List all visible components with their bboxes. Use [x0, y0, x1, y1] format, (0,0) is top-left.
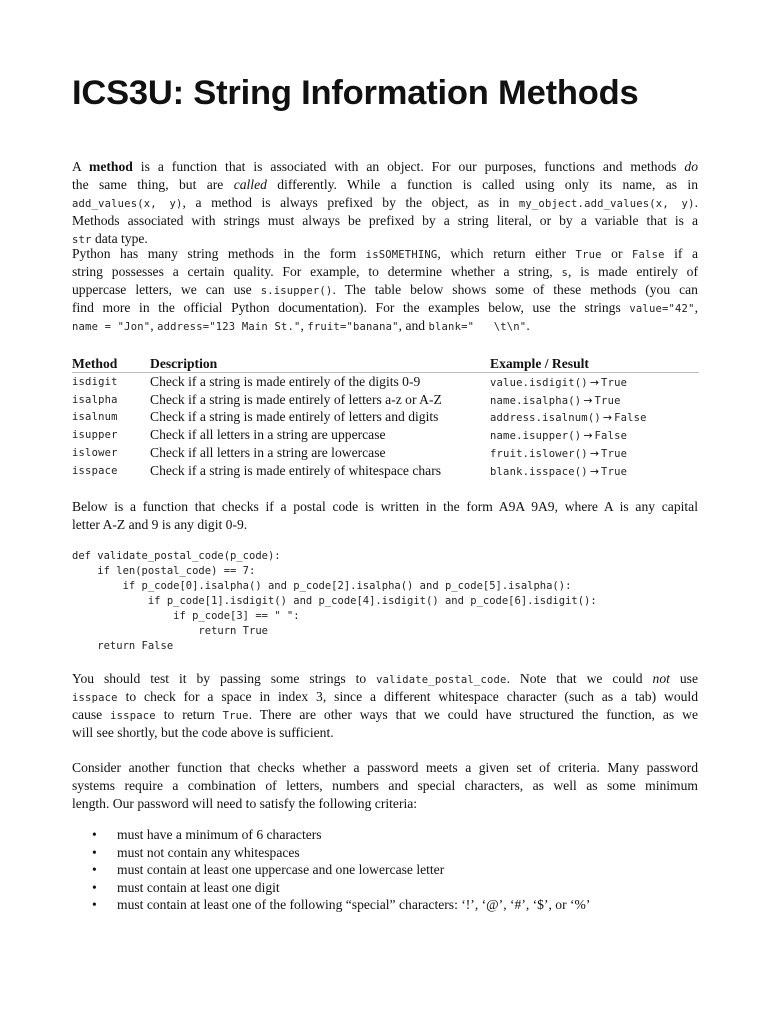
bullet-icon: •	[92, 897, 97, 912]
text: cause	[72, 707, 111, 722]
testing-line-1	[72, 670, 698, 689]
inline-code: str	[72, 234, 92, 246]
text: uppercase letters, we can use	[72, 282, 261, 297]
text: , a method is always prefixed by the object, as in	[182, 195, 519, 210]
example-cell	[490, 391, 699, 409]
description-cell: Check if a string is made entirely of letters and digits	[150, 409, 439, 425]
column-header-example: Example / Result	[490, 355, 699, 373]
code-line: return True	[72, 625, 268, 637]
column-header-method: Method	[72, 355, 150, 373]
result-value: False	[614, 412, 647, 425]
inline-code: isSOMETHING	[365, 249, 438, 261]
bullet-icon: •	[92, 827, 97, 842]
example-cell	[490, 373, 699, 391]
example-code: value.isdigit()	[490, 376, 588, 389]
result-value: False	[594, 430, 628, 443]
password-line-1: Consider another function that checks whether a password meets a given set of criteria. Many password	[72, 760, 698, 775]
code-line: if p_code[3] == " ":	[72, 610, 300, 622]
intro-line-3	[72, 194, 698, 213]
table-header-row	[72, 355, 699, 373]
example-code: address.isalnum()	[490, 412, 601, 425]
inline-code: validate_postal_code	[376, 674, 507, 686]
description-cell: Check if all letters in a string are uppercase	[150, 427, 386, 443]
text: if a	[664, 246, 699, 261]
text: data type.	[91, 231, 148, 246]
arrow-icon: →	[602, 411, 613, 425]
description-cell: Check if a string is made entirely of letters a-z or A-Z	[150, 391, 442, 407]
inline-code: s	[561, 267, 569, 279]
inline-code: True	[222, 710, 249, 722]
emphasis: called	[233, 177, 267, 192]
inline-code: True	[575, 249, 602, 261]
text: ,	[694, 300, 698, 315]
table-row	[72, 462, 699, 480]
inline-code: my_object.add_values(x, y)	[518, 198, 695, 210]
table-row	[72, 409, 699, 427]
inline-code: isspace	[110, 710, 156, 722]
code-line: if p_code[1].isdigit() and p_code[4].isdigit() and p_code[6].isdigit():	[72, 595, 597, 607]
result-value: True	[594, 394, 621, 407]
text: use	[669, 671, 698, 686]
text: ,	[150, 318, 158, 333]
intro-line-4: Methods associated with strings must always be prefixed by a string literal, or by a variable that is a	[72, 213, 698, 228]
example-code: blank.isspace()	[490, 465, 588, 478]
example-cell	[490, 409, 699, 427]
example-code: name.isalpha()	[490, 394, 582, 407]
inline-code: add_values(x, y)	[72, 198, 183, 210]
password-line-3: length. Our password will need to satisfy the following criteria:	[72, 796, 418, 811]
text: . There are other ways that we could have structured the function, as we	[248, 707, 698, 722]
description-cell: Check if all letters in a string are lowercase	[150, 445, 386, 461]
method-name-cell: isdigit	[72, 375, 118, 388]
criterion-text: must contain at least one digit	[117, 879, 280, 895]
bullet-icon: •	[92, 862, 97, 877]
inline-code: s.isupper()	[260, 285, 333, 297]
text: , which return either	[437, 246, 576, 261]
inline-code: fruit="banana"	[307, 321, 399, 333]
code-line: if len(postal_code) == 7:	[72, 565, 256, 577]
methods-line-1	[72, 245, 698, 264]
inline-code: False	[632, 249, 665, 261]
list-item	[72, 897, 590, 915]
text: the same thing, but are	[72, 177, 234, 192]
postal-line-1: Below is a function that checks if a postal code is written in the form A9A 9A9, where A is any capital	[72, 499, 698, 514]
method-name-cell: isspace	[72, 464, 118, 477]
text: to check for a space in index 3, since a different whitespace character (such as a tab) would	[117, 689, 698, 704]
table-row	[72, 391, 699, 409]
testing-line-2	[72, 688, 698, 707]
text: or	[601, 246, 633, 261]
example-cell	[490, 444, 699, 462]
column-header-description: Description	[150, 355, 490, 373]
page-title: ICS3U: String Information Methods	[72, 74, 639, 112]
description-cell: Check if a string is made entirely of the digits 0-9	[150, 373, 421, 389]
bullet-icon: •	[92, 844, 97, 860]
list-item	[72, 845, 590, 863]
string-methods-table	[72, 355, 699, 480]
text: . The table below shows some of these methods (you can	[332, 282, 698, 297]
text: A	[72, 159, 90, 174]
table-row	[72, 444, 699, 462]
list-item	[72, 880, 590, 898]
testing-line-4: will see shortly, but the code above is sufficient.	[72, 725, 334, 740]
methods-line-2	[72, 263, 698, 282]
arrow-icon: →	[583, 429, 593, 443]
table-body	[72, 373, 699, 480]
inline-code: value="42"	[629, 303, 695, 315]
method-term: method	[89, 159, 133, 174]
method-name-cell: isalpha	[72, 393, 118, 406]
example-cell	[490, 462, 699, 480]
inline-code: blank=" \t\n"	[428, 321, 527, 333]
description-cell: Check if a string is made entirely of whitespace chars	[150, 462, 442, 478]
result-value: True	[601, 448, 628, 461]
intro-line-1	[72, 158, 698, 176]
text: ,	[300, 318, 308, 333]
code-block	[72, 549, 597, 654]
example-code: name.isupper()	[490, 430, 582, 443]
text: You should test it by passing some strings to	[72, 671, 377, 686]
result-value: True	[601, 465, 628, 478]
table-row	[72, 426, 699, 444]
example-code: fruit.islower()	[490, 448, 588, 461]
password-criteria-list	[72, 827, 590, 915]
code-line: return False	[72, 640, 174, 652]
result-value: True	[601, 376, 628, 389]
criterion-text: must contain at least one uppercase and one lowercase letter	[117, 862, 445, 877]
code-line: if p_code[0].isalpha() and p_code[2].isalpha() and p_code[5].isalpha():	[72, 580, 572, 592]
text: . Note that we could	[506, 671, 653, 686]
table-row	[72, 373, 699, 391]
criterion-text: must not contain any whitespaces	[117, 844, 300, 860]
inline-code: name = "Jon"	[72, 321, 151, 333]
text: to return	[155, 707, 223, 722]
method-name-cell: islower	[72, 447, 118, 460]
methods-line-3	[72, 281, 698, 300]
criterion-text: must have a minimum of 6 characters	[117, 827, 322, 842]
testing-line-3	[72, 706, 698, 725]
postal-line-2: letter A-Z and 9 is any digit 0-9.	[72, 517, 248, 532]
text: Python has many string methods in the form	[72, 246, 366, 261]
text: , and	[398, 318, 429, 333]
arrow-icon: →	[583, 393, 593, 407]
criterion-text: must contain at least one of the following “special” characters: ‘!’, ‘@’, ‘#’, ‘$’, or ‘%’	[117, 897, 591, 912]
methods-line-4	[72, 299, 698, 318]
arrow-icon: →	[589, 464, 600, 478]
text: string possesses a certain quality. For example, to determine whether a string,	[72, 264, 562, 279]
list-item	[72, 862, 590, 880]
example-cell	[490, 426, 699, 444]
text: is a function that is associated with an object. For our purposes, functions and methods	[132, 159, 685, 174]
method-name-cell: isalnum	[72, 411, 118, 424]
intro-line-2	[72, 176, 698, 194]
text: .	[526, 318, 530, 333]
list-item	[72, 827, 590, 845]
method-name-cell: isupper	[72, 429, 118, 442]
text: find more in the official Python documentation). For the examples below, use the strings	[72, 300, 630, 315]
text: differently. While a function is called using only its name, as in	[266, 177, 698, 192]
code-line: def validate_postal_code(p_code):	[72, 550, 281, 562]
inline-code: address="123 Main St."	[157, 321, 301, 333]
arrow-icon: →	[589, 447, 600, 461]
password-line-2: systems require a combination of letters, numbers and special characters, as well as some minimum	[72, 778, 698, 793]
text: .	[694, 195, 698, 210]
emphasis: not	[652, 671, 670, 686]
inline-code: isspace	[72, 692, 118, 704]
methods-line-5	[72, 317, 698, 336]
bullet-icon: •	[92, 879, 97, 895]
arrow-icon: →	[589, 375, 600, 389]
emphasis: do	[684, 159, 699, 174]
text: , is made entirely of	[568, 264, 698, 279]
